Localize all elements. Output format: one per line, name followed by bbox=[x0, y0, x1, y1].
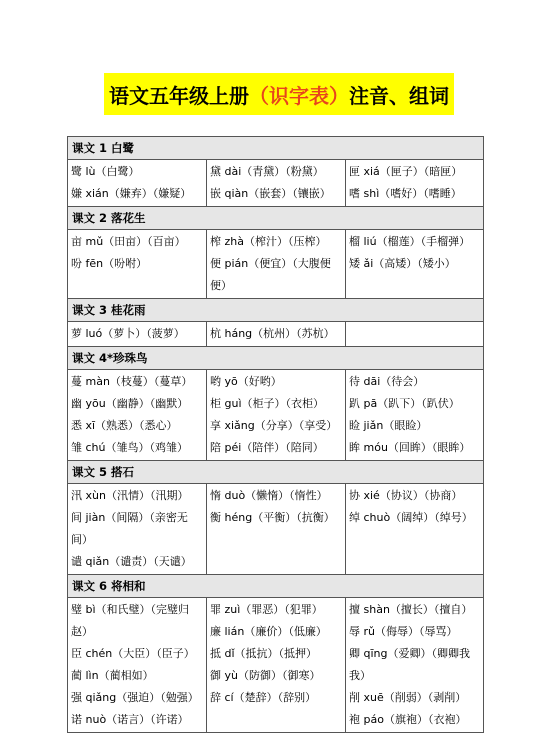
vocab-entry: 榴 liú（榴莲）（手榴弹） bbox=[349, 235, 471, 248]
vocab-entry: 擅 shàn（擅长）（擅自） bbox=[349, 603, 473, 616]
table-row bbox=[68, 484, 484, 575]
table-cell bbox=[346, 160, 484, 207]
vocab-entry: 嫌 xián（嫌弃）（嫌疑） bbox=[71, 187, 192, 200]
vocab-entry: 眸 móu（回眸）（眼眸） bbox=[349, 441, 471, 454]
page-title bbox=[104, 73, 454, 115]
title-suffix: 注音、组词 bbox=[349, 83, 449, 108]
lesson-title: 课文 2 落花生 bbox=[68, 207, 484, 230]
table-cell bbox=[68, 230, 207, 299]
vocab-entry: 匣 xiá（匣子）（暗匣） bbox=[349, 165, 463, 178]
lesson-title: 课文 5 搭石 bbox=[68, 461, 484, 484]
vocab-entry: 协 xié（协议）（协商） bbox=[349, 489, 463, 502]
vocab-entry: 哟 yō（好哟） bbox=[210, 375, 282, 388]
vocab-entry: 幽 yōu（幽静）（幽默） bbox=[71, 397, 189, 410]
lesson-header-row bbox=[68, 299, 484, 322]
vocab-entry: 汛 xùn（汛情）（汛期） bbox=[71, 489, 189, 502]
table-cell bbox=[346, 484, 484, 575]
table-cell bbox=[68, 598, 207, 733]
vocab-entry: 袍 páo（旗袍）（衣袍） bbox=[349, 713, 467, 726]
table-row bbox=[68, 370, 484, 461]
lesson-title: 课文 3 桂花雨 bbox=[68, 299, 484, 322]
lesson-header-row bbox=[68, 461, 484, 484]
title-main: 语文五年级上册 bbox=[109, 83, 249, 108]
vocab-entry: 廉 lián（廉价）（低廉） bbox=[210, 625, 327, 638]
title-accent: （识字表） bbox=[249, 83, 349, 108]
lesson-title: 课文 6 将相和 bbox=[68, 575, 484, 598]
table-cell bbox=[207, 322, 346, 347]
table-cell bbox=[207, 230, 346, 299]
vocab-entry: 黛 dài（青黛）（粉黛） bbox=[210, 165, 324, 178]
vocab-entry: 萝 luó（萝卜）（菠萝） bbox=[71, 327, 185, 340]
vocab-entry: 嗜 shì（嗜好）（嗜睡） bbox=[349, 187, 462, 200]
vocab-entry: 便 pián（便宜）（大腹便便） bbox=[210, 257, 331, 292]
vocab-entry: 矮 ǎi（高矮）（矮小） bbox=[349, 257, 456, 270]
vocab-entry: 卿 qīng（爱卿）（卿卿我我） bbox=[349, 647, 470, 682]
vocab-entry: 享 xiǎng（分享）（享受） bbox=[210, 419, 338, 432]
vocab-entry: 鹭 lù（白鹭） bbox=[71, 165, 140, 178]
vocab-entry: 蔓 màn（枝蔓）（蔓草） bbox=[71, 375, 193, 388]
vocab-entry: 罪 zuì（罪恶）（犯罪） bbox=[210, 603, 323, 616]
lesson-title: 课文 1 白鹭 bbox=[68, 137, 484, 160]
table-cell bbox=[207, 370, 346, 461]
table-cell bbox=[68, 484, 207, 575]
vocab-entry: 衡 héng（平衡）（抗衡） bbox=[210, 511, 335, 524]
vocab-entry: 悉 xī（熟悉）（悉心） bbox=[71, 419, 178, 432]
table-cell bbox=[68, 370, 207, 461]
table-row bbox=[68, 598, 484, 733]
table-cell bbox=[207, 484, 346, 575]
table-cell bbox=[346, 322, 484, 347]
vocab-entry: 亩 mǔ（田亩）（百亩） bbox=[71, 235, 186, 248]
vocab-entry: 强 qiǎng（强迫）（勉强） bbox=[71, 691, 199, 704]
vocab-entry: 吩 fēn（吩咐） bbox=[71, 257, 148, 270]
table-cell bbox=[68, 160, 207, 207]
vocab-entry: 臣 chén（大臣）（臣子） bbox=[71, 647, 195, 660]
lesson-header-row bbox=[68, 137, 484, 160]
vocab-entry: 谴 qiǎn（谴责）（天谴） bbox=[71, 555, 192, 568]
vocab-entry: 柜 guì（柜子）（衣柜） bbox=[210, 397, 325, 410]
lesson-header-row bbox=[68, 347, 484, 370]
table-cell bbox=[207, 160, 346, 207]
table-cell bbox=[346, 370, 484, 461]
vocab-entry: 榨 zhà（榨汁）（压榨） bbox=[210, 235, 327, 248]
vocab-entry: 陪 péi（陪伴）（陪同） bbox=[210, 441, 324, 454]
vocab-entry: 嵌 qiàn（嵌套）（镶嵌） bbox=[210, 187, 331, 200]
vocab-entry: 璧 bì（和氏璧）（完璧归赵） bbox=[71, 603, 190, 638]
vocab-entry: 诺 nuò（诺言）（许诺） bbox=[71, 713, 189, 726]
table-cell bbox=[207, 598, 346, 733]
vocab-entry: 绰 chuò（阔绰）（绰号） bbox=[349, 511, 473, 524]
vocab-entry: 趴 pā（趴下）（趴伏） bbox=[349, 397, 460, 410]
vocabulary-table bbox=[67, 136, 484, 733]
lesson-header-row bbox=[68, 575, 484, 598]
vocab-entry: 蔺 lìn（蔺相如） bbox=[71, 669, 154, 682]
table-cell bbox=[68, 322, 207, 347]
table-row bbox=[68, 160, 484, 207]
lesson-title: 课文 4*珍珠鸟 bbox=[68, 347, 484, 370]
table-cell bbox=[346, 598, 484, 733]
vocab-entry: 间 jiàn（间隔）（亲密无间） bbox=[71, 511, 188, 546]
vocab-entry: 惰 duò（懒惰）（惰性） bbox=[210, 489, 328, 502]
vocab-entry: 睑 jiǎn（眼睑） bbox=[349, 419, 428, 432]
vocab-entry: 辱 rǔ（侮辱）（辱骂） bbox=[349, 625, 458, 638]
table-row bbox=[68, 322, 484, 347]
vocab-entry: 待 dāi（待会） bbox=[349, 375, 425, 388]
vocab-entry: 削 xuē（削弱）（剥削） bbox=[349, 691, 467, 704]
vocab-entry: 辞 cí（楚辞）（辞别） bbox=[210, 691, 317, 704]
vocab-entry: 雏 chú（雏鸟）（鸡雏） bbox=[71, 441, 188, 454]
vocab-entry: 御 yù（防御）（御寒） bbox=[210, 669, 321, 682]
vocab-entry: 抵 dǐ（抵抗）（抵押） bbox=[210, 647, 318, 660]
vocab-entry: 杭 háng（杭州）（苏杭） bbox=[210, 327, 335, 340]
table-row bbox=[68, 230, 484, 299]
lesson-header-row bbox=[68, 207, 484, 230]
table-cell bbox=[346, 230, 484, 299]
